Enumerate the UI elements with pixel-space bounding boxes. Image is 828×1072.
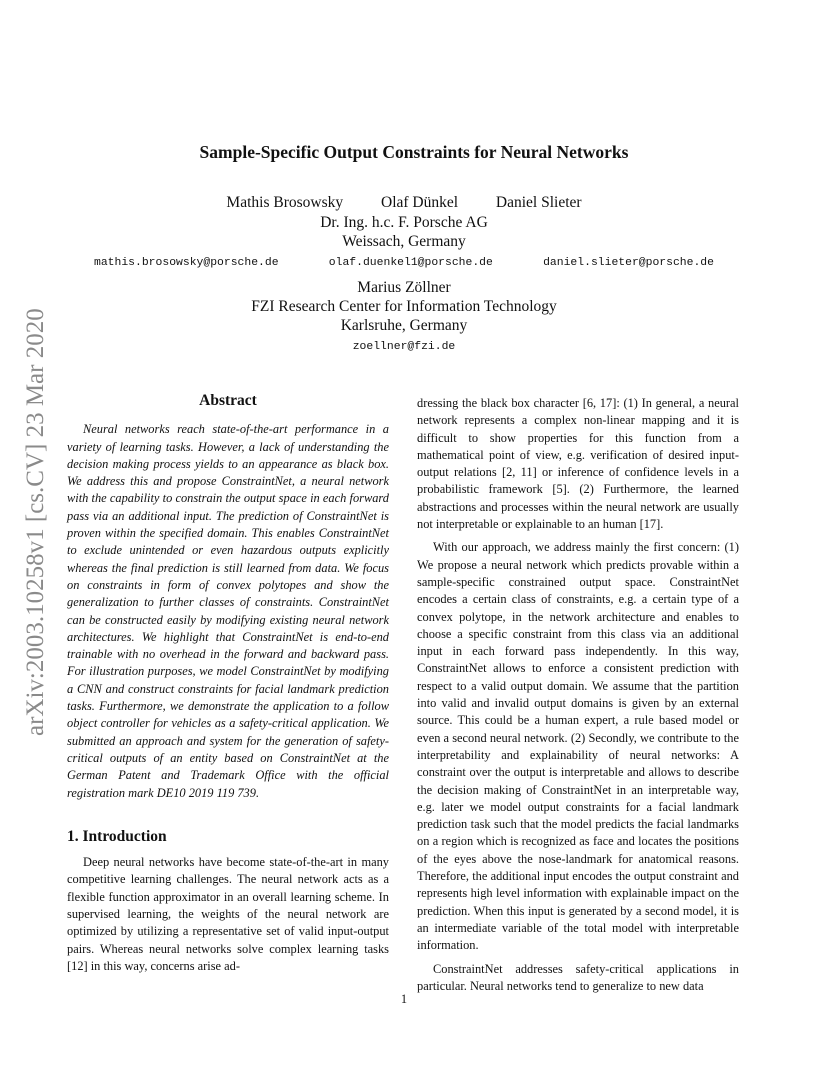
abstract-text: Neural networks reach state-of-the-art performance in a variety of learning tasks. However, a lack of understanding the decision making process yields to an appearance as black box. We address this and propose ConstraintNet, a neural network with the capability to constrain the output space in each forward pass via an additional input. The prediction of ConstraintNet is proven within the specified domain. This enables ConstraintNet to exclude unintended or even hazardous outputs explicitly whereas the final prediction is still learned from data. We focus on constraints in form of convex polytopes and show the generalization to further classes of constraints. ConstraintNet can be constructed easily by modifying existing neural network architectures. We highlight that ConstraintNet is end-to-end trainable with no overhead in the forward and backward pass. For illustration purposes, we model ConstraintNet by modifying a CNN and construct constraints for facial landmark prediction tasks. Furthermore, we demonstrate the application to a follow object controller for vehicles as a safety-critical application. We submitted an approach and system for the generation of safety-critical outputs of an entity based on ConstraintNet at the German Patent and Trademark Office with the official registration mark DE10 2019 119 739. <box>67 422 389 800</box>
author-email-group2: zoellner@fzi.de <box>352 341 456 353</box>
author-name-group2: Marius Zöllner <box>357 279 451 296</box>
author-email: mathis.brosowsky@porsche.de <box>94 257 279 269</box>
abstract-heading: Abstract <box>199 392 257 409</box>
author-email: olaf.duenkel1@porsche.de <box>328 257 493 269</box>
affiliation-porsche-location: Weissach, Germany <box>342 233 466 250</box>
intro-paragraph-3: ConstraintNet addresses safety-critical applications in particular. Neural networks tend to generalize to new data <box>417 961 739 993</box>
intro-paragraph-1 <box>67 854 389 975</box>
intro-paragraph-2: With our approach, we address mainly the first concern: (1) We propose a neural network which predicts provable within a sample-specific constrained output space. ConstraintNet encodes a certain class of constraints, e.g. a certain type of a convex polytope, in the network architecture and enables to choose a specific constraint from this class via an additional input in each forward pass independently. In this way, ConstraintNet allows to enforce a consistent prediction with respect to a valid output domain. We assume that the partition into valid and invalid output domains is given by an external source. This could be a human expert, a rule based model or even a second neural network. (2) Secondly, we contribute to the interpretability and explainability of neural networks: A constraint over the output is interpretable and allows to describe the decision making of ConstraintNet in an interpretable way, e.g. later we model output constraints for a facial landmark prediction task such that the model predicts the facial landmarks on a region which is recognized as face and locates the positions of the eyes above the nose-landmark for anatomical reasons. Therefore, the additional input encodes the output constraint and represents high level information with explainable impact on the prediction. When this input is generated by a second model, it is an intermediate variable of the total model with interpretable information. <box>417 540 739 953</box>
author-email: daniel.slieter@porsche.de <box>543 257 714 269</box>
right-column <box>417 395 739 995</box>
paper-title: Sample-Specific Output Constraints for Neural Networks <box>199 142 629 162</box>
author-name: Mathis Brosowsky <box>226 194 344 211</box>
intro-paragraph-1-continued <box>417 395 739 533</box>
arxiv-stamp: arXiv:2003.10258v1 [cs.CV] 23 Mar 2020 <box>22 308 49 736</box>
intro-p1-part-b: dressing the black box character [6, 17]: (1) In general, a neural network represents a complex non-linear mapping and it is difficult to show properties for this function from a mathematical point of view, e.g. verification of desired input-output relations [2, 11] or inference of confidence levels in a probabilistic framework [5]. (2) Furthermore, the learned abstractions and processes within the neural network are usually not interpretable or explainable to an human [17]. <box>417 396 739 532</box>
page-number: 1 <box>400 992 408 1006</box>
introduction-heading: 1. Introduction <box>67 827 167 845</box>
affiliation-fzi-location: Karlsruhe, Germany <box>340 317 468 334</box>
affiliation-fzi: FZI Research Center for Information Technology <box>251 298 557 315</box>
affiliation-porsche: Dr. Ing. h.c. F. Porsche AG <box>320 214 488 231</box>
author-name: Daniel Slieter <box>495 194 582 211</box>
author-emails-group1 <box>94 257 714 269</box>
author-name: Olaf Dünkel <box>381 194 459 211</box>
left-column <box>67 392 389 975</box>
author-names-group1 <box>0 194 808 212</box>
intro-p1-part-a: Deep neural networks have become state-of-the-art in many competitive learning challenges. The neural network acts as a flexible function approximator in an overall learning scheme. In supervised learning, the weights of the neural network are optimized by utilizing a representative set of valid input-output pairs. Whereas neural networks solve complex learning tasks [12] in this way, concerns arise ad- <box>67 855 389 973</box>
